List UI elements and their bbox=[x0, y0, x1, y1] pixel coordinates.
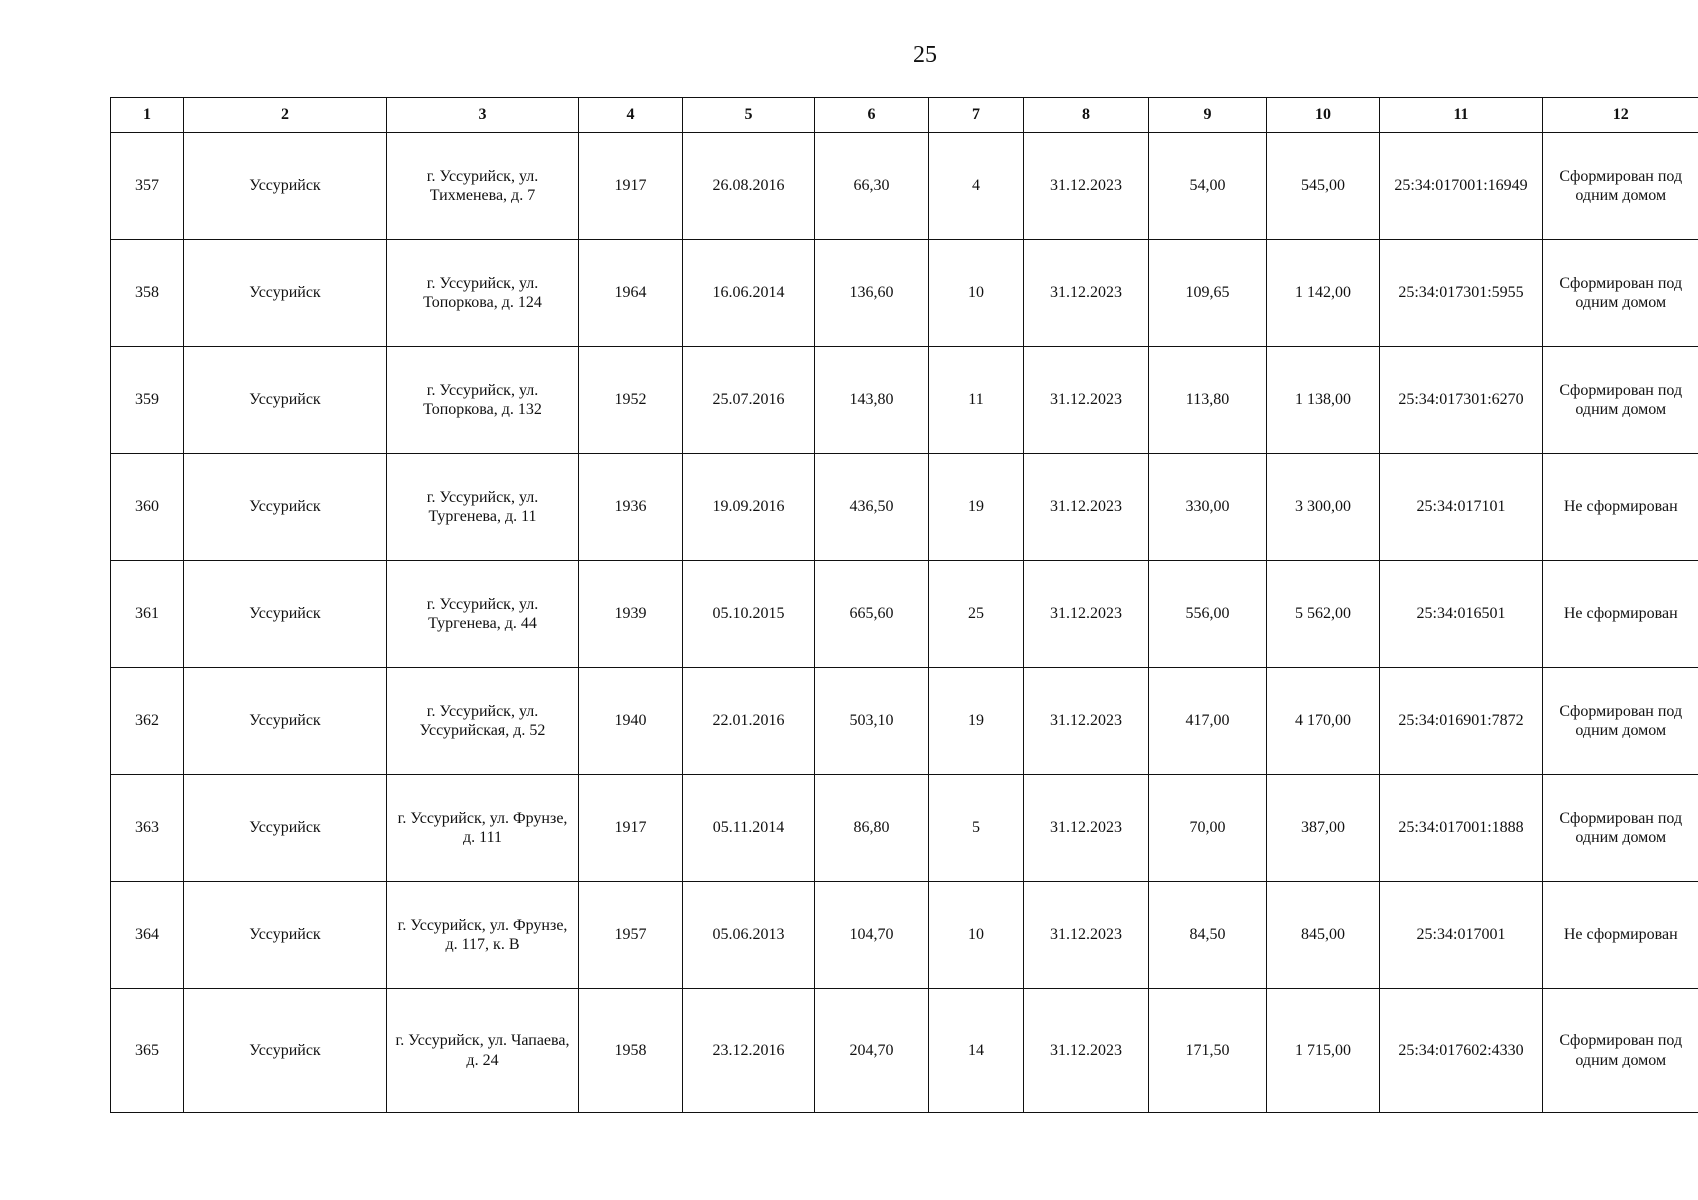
row-number-cell: 360 bbox=[111, 454, 184, 561]
apartment-count-cell: 14 bbox=[929, 989, 1024, 1113]
column-header: 4 bbox=[579, 98, 683, 133]
deadline-date-cell: 31.12.2023 bbox=[1024, 240, 1149, 347]
locality-cell: Уссурийск bbox=[184, 454, 387, 561]
land-status-cell: Сформирован под одним домом bbox=[1543, 347, 1698, 454]
apartment-count-cell: 19 bbox=[929, 454, 1024, 561]
address-cell: г. Уссурийск, ул. Топоркова, д. 124 bbox=[387, 240, 579, 347]
table-row bbox=[111, 454, 1698, 561]
land-status-cell: Не сформирован bbox=[1543, 882, 1698, 989]
cadastral-number-cell: 25:34:017602:4330 bbox=[1380, 989, 1543, 1113]
apartment-count-cell: 5 bbox=[929, 775, 1024, 882]
deadline-date-cell: 31.12.2023 bbox=[1024, 668, 1149, 775]
column-header: 6 bbox=[815, 98, 929, 133]
locality-cell: Уссурийск bbox=[184, 668, 387, 775]
land-status-cell: Не сформирован bbox=[1543, 561, 1698, 668]
total-area-cell: 86,80 bbox=[815, 775, 929, 882]
table-row bbox=[111, 133, 1698, 240]
cadastral-number-cell: 25:34:017101 bbox=[1380, 454, 1543, 561]
locality-cell: Уссурийск bbox=[184, 989, 387, 1113]
amount-value-cell: 845,00 bbox=[1267, 882, 1380, 989]
column-header: 9 bbox=[1149, 98, 1267, 133]
row-number-cell: 358 bbox=[111, 240, 184, 347]
amount-value-cell: 1 715,00 bbox=[1267, 989, 1380, 1113]
table-row bbox=[111, 240, 1698, 347]
year-built-cell: 1917 bbox=[579, 775, 683, 882]
apartment-count-cell: 11 bbox=[929, 347, 1024, 454]
survey-date-cell: 05.11.2014 bbox=[683, 775, 815, 882]
table-row bbox=[111, 561, 1698, 668]
deadline-date-cell: 31.12.2023 bbox=[1024, 561, 1149, 668]
row-number-cell: 359 bbox=[111, 347, 184, 454]
cadastral-number-cell: 25:34:017301:5955 bbox=[1380, 240, 1543, 347]
row-number-cell: 364 bbox=[111, 882, 184, 989]
row-number-cell: 362 bbox=[111, 668, 184, 775]
total-area-cell: 136,60 bbox=[815, 240, 929, 347]
deadline-date-cell: 31.12.2023 bbox=[1024, 133, 1149, 240]
locality-cell: Уссурийск bbox=[184, 882, 387, 989]
land-status-cell: Сформирован под одним домом bbox=[1543, 989, 1698, 1113]
land-status-cell: Не сформирован bbox=[1543, 454, 1698, 561]
cadastral-number-cell: 25:34:017301:6270 bbox=[1380, 347, 1543, 454]
address-cell: г. Уссурийск, ул. Тихменева, д. 7 bbox=[387, 133, 579, 240]
survey-date-cell: 16.06.2014 bbox=[683, 240, 815, 347]
area-value-cell: 70,00 bbox=[1149, 775, 1267, 882]
apartment-count-cell: 4 bbox=[929, 133, 1024, 240]
area-value-cell: 171,50 bbox=[1149, 989, 1267, 1113]
locality-cell: Уссурийск bbox=[184, 775, 387, 882]
address-cell: г. Уссурийск, ул. Чапаева, д. 24 bbox=[387, 989, 579, 1113]
row-number-cell: 363 bbox=[111, 775, 184, 882]
address-cell: г. Уссурийск, ул. Уссурийская, д. 52 bbox=[387, 668, 579, 775]
column-header: 7 bbox=[929, 98, 1024, 133]
total-area-cell: 503,10 bbox=[815, 668, 929, 775]
cadastral-number-cell: 25:34:016901:7872 bbox=[1380, 668, 1543, 775]
year-built-cell: 1958 bbox=[579, 989, 683, 1113]
area-value-cell: 556,00 bbox=[1149, 561, 1267, 668]
column-header: 8 bbox=[1024, 98, 1149, 133]
area-value-cell: 54,00 bbox=[1149, 133, 1267, 240]
column-header: 10 bbox=[1267, 98, 1380, 133]
total-area-cell: 436,50 bbox=[815, 454, 929, 561]
table-row bbox=[111, 775, 1698, 882]
apartment-count-cell: 25 bbox=[929, 561, 1024, 668]
row-number-cell: 365 bbox=[111, 989, 184, 1113]
table-header-row bbox=[111, 98, 1698, 133]
year-built-cell: 1952 bbox=[579, 347, 683, 454]
deadline-date-cell: 31.12.2023 bbox=[1024, 347, 1149, 454]
survey-date-cell: 05.10.2015 bbox=[683, 561, 815, 668]
land-status-cell: Сформирован под одним домом bbox=[1543, 133, 1698, 240]
amount-value-cell: 1 138,00 bbox=[1267, 347, 1380, 454]
address-cell: г. Уссурийск, ул. Тургенева, д. 11 bbox=[387, 454, 579, 561]
row-number-cell: 357 bbox=[111, 133, 184, 240]
area-value-cell: 84,50 bbox=[1149, 882, 1267, 989]
survey-date-cell: 26.08.2016 bbox=[683, 133, 815, 240]
total-area-cell: 204,70 bbox=[815, 989, 929, 1113]
deadline-date-cell: 31.12.2023 bbox=[1024, 989, 1149, 1113]
address-cell: г. Уссурийск, ул. Фрунзе, д. 117, к. В bbox=[387, 882, 579, 989]
land-status-cell: Сформирован под одним домом bbox=[1543, 240, 1698, 347]
table-body bbox=[111, 133, 1698, 1113]
column-header: 3 bbox=[387, 98, 579, 133]
cadastral-number-cell: 25:34:017001:1888 bbox=[1380, 775, 1543, 882]
survey-date-cell: 19.09.2016 bbox=[683, 454, 815, 561]
survey-date-cell: 22.01.2016 bbox=[683, 668, 815, 775]
area-value-cell: 113,80 bbox=[1149, 347, 1267, 454]
address-cell: г. Уссурийск, ул. Топоркова, д. 132 bbox=[387, 347, 579, 454]
table-row bbox=[111, 347, 1698, 454]
survey-date-cell: 23.12.2016 bbox=[683, 989, 815, 1113]
area-value-cell: 330,00 bbox=[1149, 454, 1267, 561]
housing-register-table bbox=[110, 97, 1698, 1113]
deadline-date-cell: 31.12.2023 bbox=[1024, 882, 1149, 989]
locality-cell: Уссурийск bbox=[184, 240, 387, 347]
apartment-count-cell: 10 bbox=[929, 882, 1024, 989]
total-area-cell: 143,80 bbox=[815, 347, 929, 454]
total-area-cell: 104,70 bbox=[815, 882, 929, 989]
cadastral-number-cell: 25:34:017001:16949 bbox=[1380, 133, 1543, 240]
column-header: 2 bbox=[184, 98, 387, 133]
amount-value-cell: 3 300,00 bbox=[1267, 454, 1380, 561]
table-row bbox=[111, 989, 1698, 1113]
cadastral-number-cell: 25:34:016501 bbox=[1380, 561, 1543, 668]
locality-cell: Уссурийск bbox=[184, 133, 387, 240]
year-built-cell: 1940 bbox=[579, 668, 683, 775]
cadastral-number-cell: 25:34:017001 bbox=[1380, 882, 1543, 989]
year-built-cell: 1964 bbox=[579, 240, 683, 347]
total-area-cell: 665,60 bbox=[815, 561, 929, 668]
land-status-cell: Сформирован под одним домом bbox=[1543, 775, 1698, 882]
deadline-date-cell: 31.12.2023 bbox=[1024, 454, 1149, 561]
locality-cell: Уссурийск bbox=[184, 347, 387, 454]
table-row bbox=[111, 668, 1698, 775]
deadline-date-cell: 31.12.2023 bbox=[1024, 775, 1149, 882]
column-header: 12 bbox=[1543, 98, 1698, 133]
table-row bbox=[111, 882, 1698, 989]
survey-date-cell: 25.07.2016 bbox=[683, 347, 815, 454]
amount-value-cell: 387,00 bbox=[1267, 775, 1380, 882]
column-header: 1 bbox=[111, 98, 184, 133]
amount-value-cell: 1 142,00 bbox=[1267, 240, 1380, 347]
apartment-count-cell: 10 bbox=[929, 240, 1024, 347]
column-header: 5 bbox=[683, 98, 815, 133]
year-built-cell: 1936 bbox=[579, 454, 683, 561]
land-status-cell: Сформирован под одним домом bbox=[1543, 668, 1698, 775]
survey-date-cell: 05.06.2013 bbox=[683, 882, 815, 989]
year-built-cell: 1939 bbox=[579, 561, 683, 668]
address-cell: г. Уссурийск, ул. Тургенева, д. 44 bbox=[387, 561, 579, 668]
column-header: 11 bbox=[1380, 98, 1543, 133]
apartment-count-cell: 19 bbox=[929, 668, 1024, 775]
area-value-cell: 109,65 bbox=[1149, 240, 1267, 347]
row-number-cell: 361 bbox=[111, 561, 184, 668]
amount-value-cell: 545,00 bbox=[1267, 133, 1380, 240]
year-built-cell: 1917 bbox=[579, 133, 683, 240]
area-value-cell: 417,00 bbox=[1149, 668, 1267, 775]
year-built-cell: 1957 bbox=[579, 882, 683, 989]
page-number: 25 bbox=[913, 42, 937, 68]
locality-cell: Уссурийск bbox=[184, 561, 387, 668]
amount-value-cell: 5 562,00 bbox=[1267, 561, 1380, 668]
amount-value-cell: 4 170,00 bbox=[1267, 668, 1380, 775]
address-cell: г. Уссурийск, ул. Фрунзе, д. 111 bbox=[387, 775, 579, 882]
total-area-cell: 66,30 bbox=[815, 133, 929, 240]
